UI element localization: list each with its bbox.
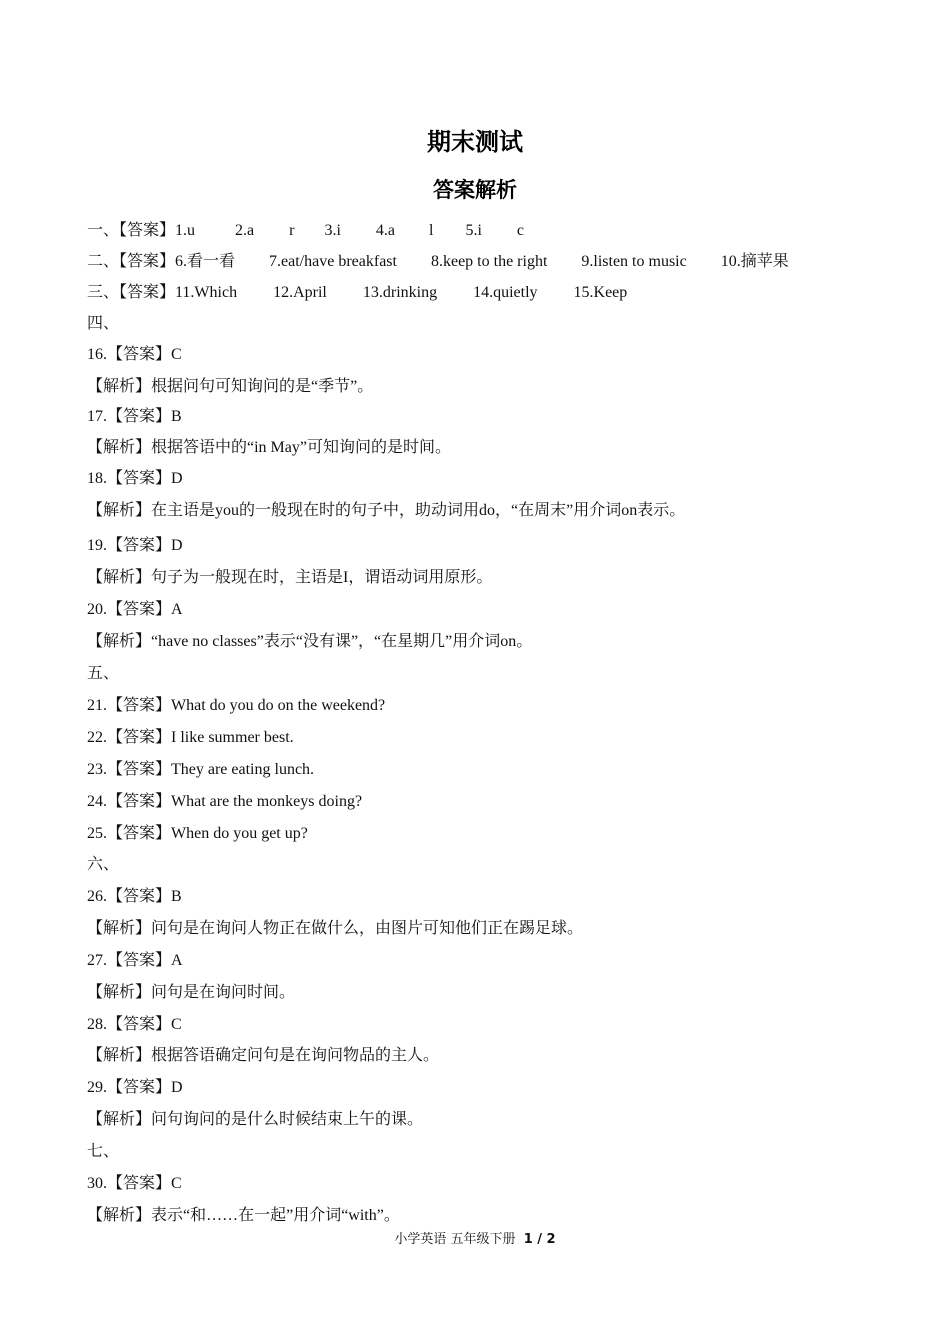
- answer-row-section-1: [87, 220, 524, 242]
- answer-item: 8.keep to the right: [430, 253, 548, 270]
- answer-line: 27.【答案】A: [87, 952, 183, 969]
- answer-item: 11.Which: [175, 284, 238, 301]
- answer-item: r: [289, 222, 295, 239]
- analysis-line: 【解析】问句是在询问人物正在做什么，由图片可知他们正在踢足球。: [87, 920, 584, 937]
- answer-line: 26.【答案】B: [87, 888, 182, 905]
- section-heading: 四、: [87, 315, 120, 332]
- answer-line: 20.【答案】A: [87, 601, 183, 618]
- answer-line: 22.【答案】I like summer best.: [87, 729, 294, 746]
- analysis-line: 【解析】问句是在询问时间。: [87, 984, 296, 1001]
- answer-line: 30.【答案】C: [87, 1175, 182, 1192]
- page-subtitle: 答案解析: [433, 178, 517, 202]
- answer-line: 21.【答案】What do you do on the weekend?: [87, 697, 386, 714]
- answer-line: 28.【答案】C: [87, 1016, 182, 1033]
- section-prefix: 三、【答案】: [87, 284, 176, 301]
- answer-line: 29.【答案】D: [87, 1079, 183, 1096]
- answer-item: 3.i: [324, 222, 341, 239]
- answer-item: 12.April: [273, 284, 327, 301]
- analysis-line: 【解析】在主语是you的一般现在时的句子中，助动词用do，“在周末”用介词on表示。: [87, 502, 686, 519]
- section-heading: 七、: [87, 1143, 120, 1160]
- answer-item: 5.i: [465, 222, 482, 239]
- analysis-line: 【解析】根据问句可知询问的是“季节”。: [87, 378, 374, 395]
- answer-item: 4.a: [375, 222, 396, 239]
- analysis-line: 【解析】“have no classes”表示“没有课”，“在星期几”用介词on。: [87, 633, 533, 650]
- answer-item: 10.摘苹果: [720, 253, 789, 270]
- section-heading: 六、: [87, 856, 120, 873]
- analysis-line: 【解析】句子为一般现在时，主语是I，谓语动词用原形。: [87, 569, 493, 586]
- answer-item: 7.eat/have breakfast: [269, 253, 397, 270]
- answer-item: l: [429, 222, 434, 239]
- answer-item: 6.看一看: [175, 253, 236, 270]
- answer-item: 9.listen to music: [581, 253, 687, 270]
- analysis-line: 【解析】表示“和……在一起”用介词“with”。: [87, 1207, 400, 1224]
- section-prefix: 二、【答案】: [87, 253, 176, 270]
- answer-row-section-3: [87, 282, 627, 304]
- answer-line: 25.【答案】When do you get up?: [87, 825, 308, 842]
- page-number: 1 / 2: [523, 1232, 556, 1247]
- answer-line: 18.【答案】D: [87, 470, 183, 487]
- analysis-line: 【解析】根据答语确定问句是在询问物品的主人。: [87, 1047, 440, 1064]
- analysis-line: 【解析】问句询问的是什么时候结束上午的课。: [87, 1111, 424, 1128]
- answer-item: 15.Keep: [573, 284, 628, 301]
- answer-line: 19.【答案】D: [87, 537, 183, 554]
- page-footer: [0, 1228, 950, 1247]
- analysis-line: 【解析】根据答语中的“in May”可知询问的是时间。: [87, 439, 451, 456]
- answer-line: 17.【答案】B: [87, 408, 182, 425]
- answer-item: 13.drinking: [362, 284, 438, 301]
- answer-line: 24.【答案】What are the monkeys doing?: [87, 793, 363, 810]
- answer-item: 1.u: [175, 222, 196, 239]
- answer-row-section-2: [87, 251, 789, 273]
- answer-item: 14.quietly: [473, 284, 538, 301]
- page-title: 期末测试: [427, 128, 523, 156]
- answer-line: 23.【答案】They are eating lunch.: [87, 761, 315, 778]
- answer-item: 2.a: [235, 222, 255, 239]
- answer-item: c: [516, 222, 525, 239]
- section-prefix: 一、【答案】: [87, 222, 176, 239]
- answer-line: 16.【答案】C: [87, 346, 182, 363]
- footer-text: 小学英语 五年级下册: [394, 1232, 516, 1247]
- section-heading: 五、: [87, 665, 120, 682]
